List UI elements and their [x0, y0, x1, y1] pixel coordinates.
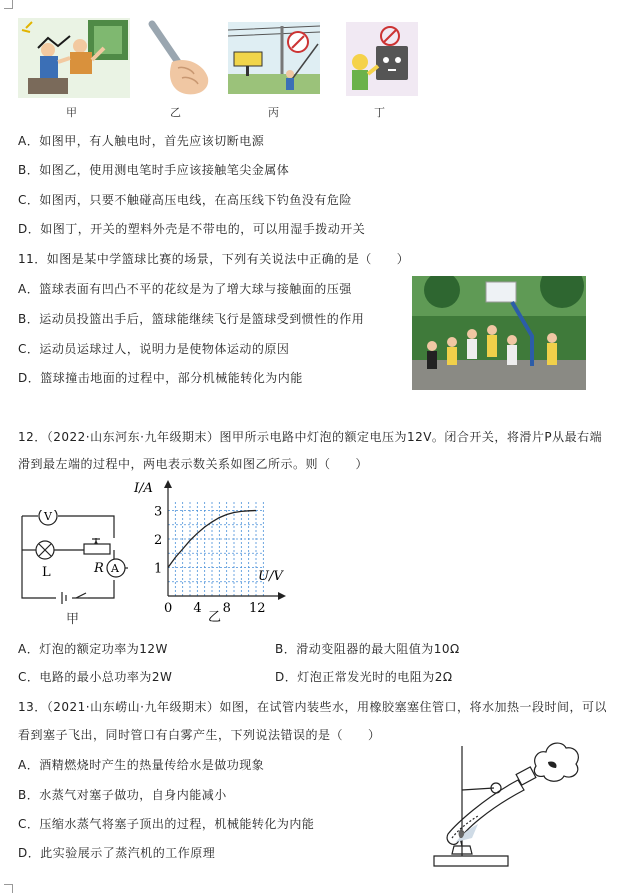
- picture-ding-wet-hand-switch: [346, 22, 418, 96]
- lamp-label: L: [42, 565, 51, 580]
- caption-ding: 丁: [374, 106, 385, 119]
- ammeter-label: A: [111, 562, 119, 575]
- corner-mark-bottom-left: [4, 884, 13, 893]
- chart-caption: 乙: [208, 610, 222, 625]
- q13-option-d: D．此实验展示了蒸汽机的工作原理: [18, 846, 216, 860]
- q12-option-a: A．灯泡的额定功率为12W: [18, 642, 168, 656]
- q11-option-c: C．运动员运球过人，说明力是使物体运动的原因: [18, 342, 290, 356]
- q11-option-a: A．篮球表面有凹凸不平的花纹是为了增大球与接触面的压强: [18, 282, 352, 296]
- circuit-diagram-jia: [16, 510, 144, 620]
- q10-option-d: D．如图丁，开关的塑料外壳是不带电的，可以用湿手拨动开关: [18, 222, 366, 236]
- y-tick-label: 3: [154, 504, 163, 520]
- corner-mark-top-left: [4, 0, 13, 9]
- q13-stem-line-2: 看到塞子飞出，同时管口有白雾产生，下列说法错误的是（ ）: [18, 728, 381, 742]
- q13-stem-line-1: 13．（2021·山东崂山·九年级期末）如图，在试管内装些水，用橡胶塞塞住管口，将水加热一段时间，可以: [18, 700, 607, 714]
- q12-stem-line-1: 12．（2022·山东河东·九年级期末）图甲所示电路中灯泡的额定电压为12V。闭合开关，将滑片P从最右端: [18, 430, 603, 444]
- q11-option-b: B．运动员投篮出手后，篮球能继续飞行是篮球受到惯性的作用: [18, 312, 365, 326]
- caption-bing: 丙: [268, 106, 279, 119]
- x-axis-arrow: [278, 592, 286, 600]
- q12-option-d: D．灯泡正常发光时的电阻为2Ω: [275, 670, 453, 684]
- circuit-caption: 甲: [66, 612, 80, 627]
- picture-bing-fishing-power-line: [228, 22, 320, 94]
- y-axis-label: I/A: [134, 481, 153, 496]
- caption-jia: 甲: [66, 106, 77, 119]
- x-tick-label: 8: [222, 601, 231, 616]
- x-tick-label: 12: [249, 601, 266, 616]
- q11-stem: 11．如图是某中学篮球比赛的场景，下列有关说法中正确的是（ ）: [18, 252, 410, 266]
- q13-option-c: C．压缩水蒸气将塞子顶出的过程，机械能转化为内能: [18, 817, 315, 831]
- rheostat-label: R: [94, 561, 104, 576]
- picture-jia-electric-shock: [18, 18, 130, 98]
- q10-option-c: C．如图丙，只要不触碰高压电线，在高压线下钓鱼没有危险: [18, 193, 352, 207]
- q12-stem-line-2: 滑到最左端的过程中，两电表示数关系如图乙所示。则（ ）: [18, 457, 369, 471]
- x-tick-label: 4: [193, 601, 202, 616]
- q11-option-d: D．篮球撞击地面的过程中，部分机械能转化为内能: [18, 371, 303, 385]
- y-axis-arrow: [164, 480, 172, 488]
- voltmeter-label: V: [44, 510, 52, 523]
- caption-yi: 乙: [170, 106, 181, 119]
- q12-option-c: C．电路的最小总功率为2W: [18, 670, 173, 684]
- q13-option-b: B．水蒸气对塞子做功，自身内能减小: [18, 788, 227, 802]
- q12-option-b: B．滑动变阻器的最大阻值为10Ω: [275, 642, 460, 656]
- x-axis-label: U/V: [258, 569, 283, 584]
- steam-test-tube-apparatus: [428, 738, 586, 870]
- y-tick-label: 1: [154, 561, 163, 577]
- basketball-game-photo: [412, 276, 586, 390]
- q10-option-a: A．如图甲，有人触电时，首先应该切断电源: [18, 134, 265, 148]
- x-tick-label: 0: [164, 601, 173, 616]
- q13-option-a: A．酒精燃烧时产生的热量传给水是做功现象: [18, 758, 265, 772]
- q10-option-b: B．如图乙，使用测电笔时手应该接触笔尖金属体: [18, 163, 290, 177]
- y-tick-label: 2: [154, 533, 163, 548]
- iu-graph-yi: [130, 476, 300, 626]
- picture-yi-test-pen: [142, 18, 214, 98]
